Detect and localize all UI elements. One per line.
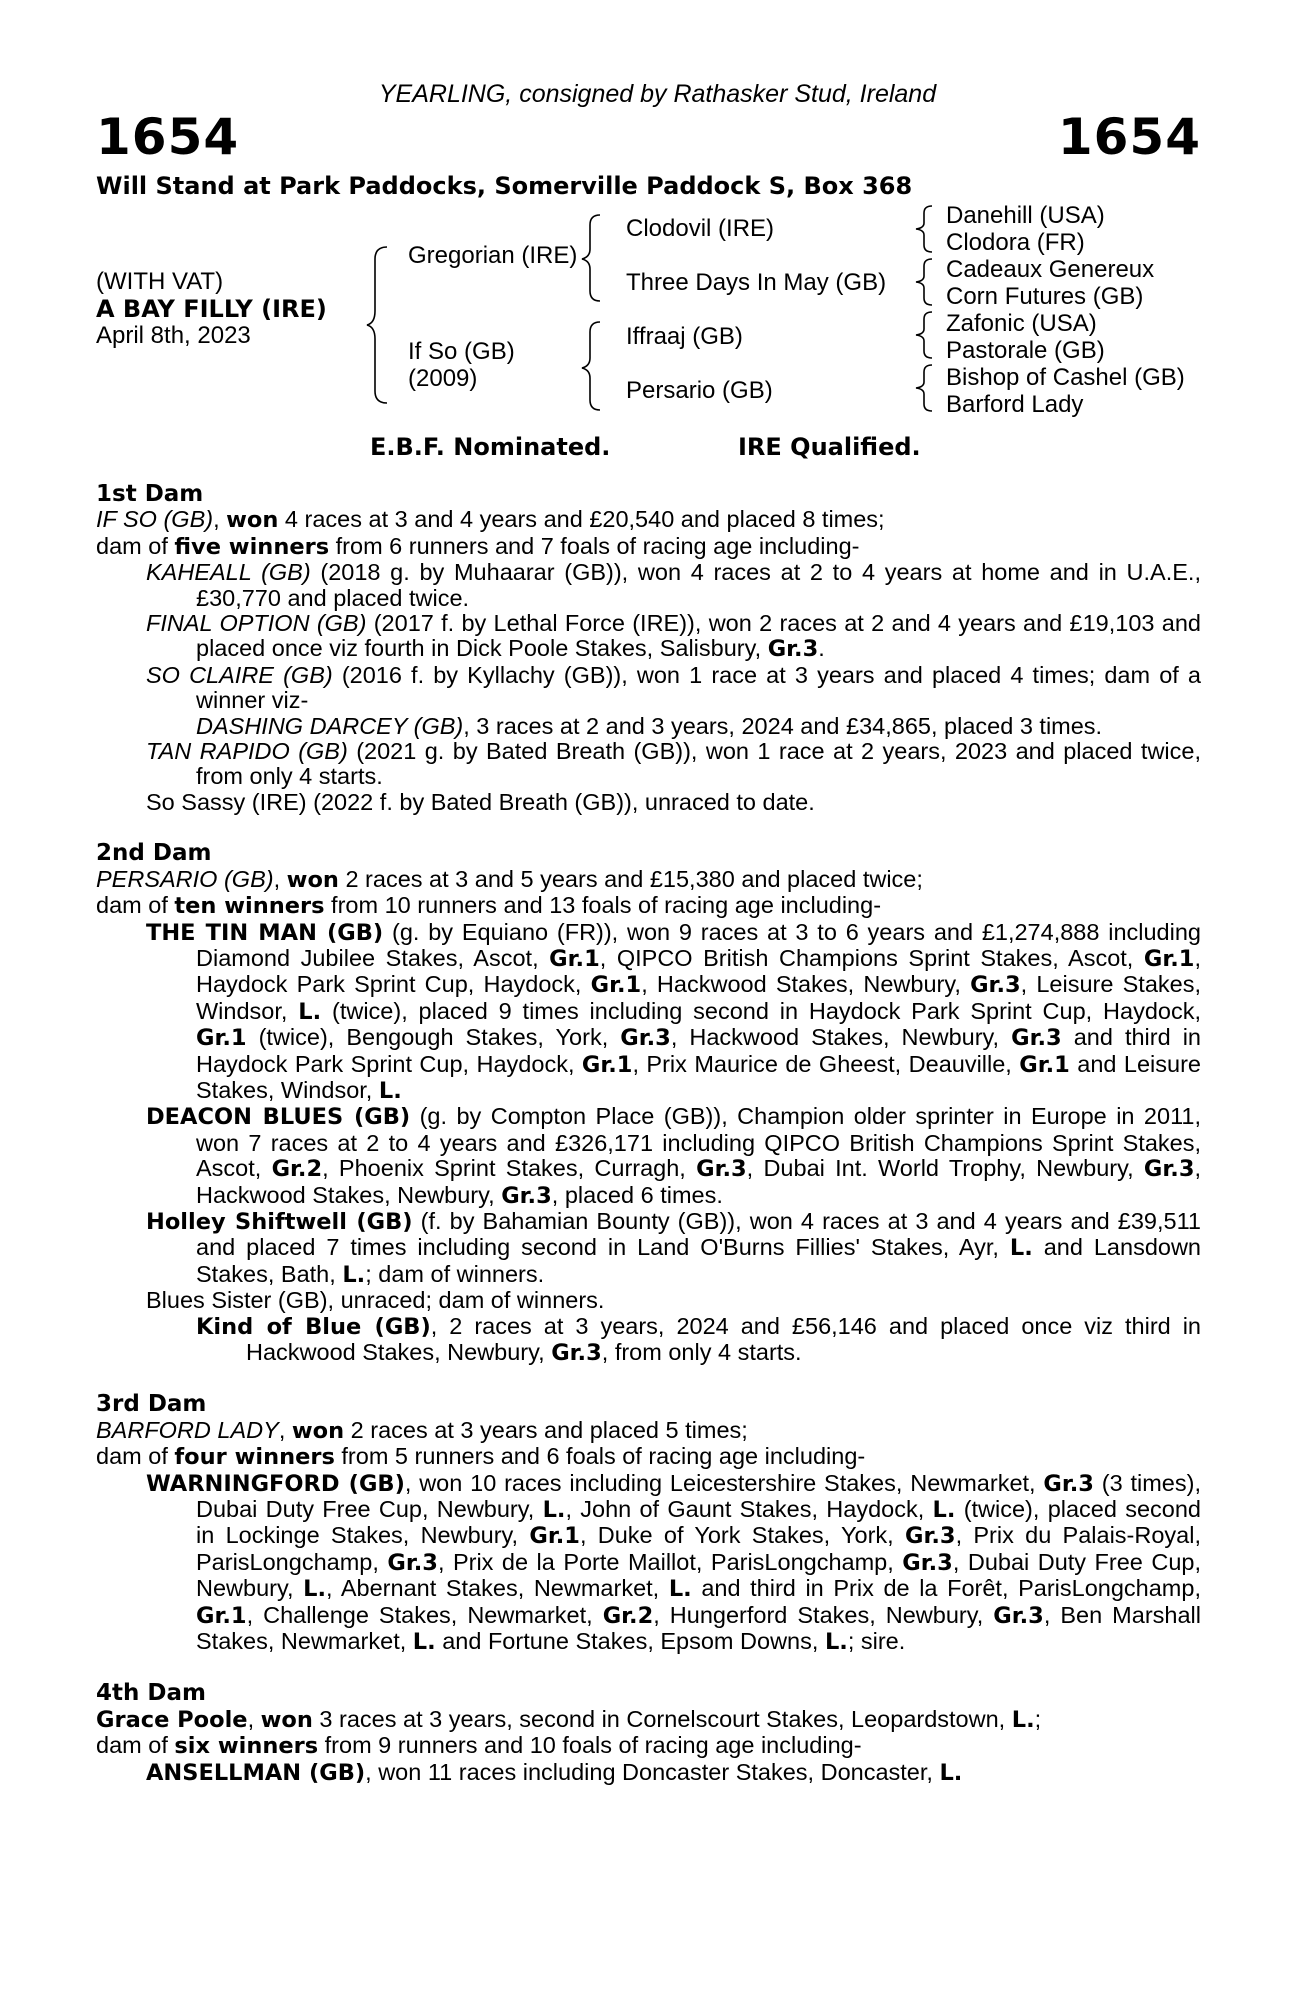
produce-entry: TAN RAPIDO (GB) (2021 g. by Bated Breath (GB)), won 1 race at 2 years, 2023 and placed twice, from only 4 starts. [146, 738, 1201, 790]
pedigree-brace-generation-1 [365, 245, 395, 405]
pedigree-brace-sd [912, 257, 938, 307]
pedigree-dsd: Pastorale (GB) [946, 337, 1105, 364]
produce-entry: KAHEALL (GB) (2018 g. by Muhaarar (GB)), won 4 races at 2 to 4 years at home and in U.A.E., £30,770 and placed twice. [146, 559, 1201, 611]
first-dam-record-text: 4 races at 3 and 4 years and £20,540 and placed 8 times; [278, 506, 885, 533]
lot-number-left: 1654 [96, 108, 240, 166]
fourth-dam-heading: 4th Dam [96, 1680, 206, 1707]
produce-entry: FINAL OPTION (GB) (2017 f. by Lethal Force (IRE)), won 2 races at 2 and 4 years and £19,103 and placed once viz fourth in Dick Poole Stakes, Salisbury, Gr.3. [146, 610, 1201, 663]
pedigree-brace-dd [912, 363, 938, 413]
first-dam-record: IF SO (GB), won 4 races at 3 and 4 years and £20,540 and placed 8 times; [96, 506, 885, 534]
third-dam-record: BARFORD LADY, won 2 races at 3 years and placed 5 times; [96, 1416, 748, 1444]
first-dam-produce: dam of five winners from 6 runners and 7 foals of racing age including- [96, 532, 860, 560]
pedigree-sire-sire: Clodovil (IRE) [626, 215, 775, 242]
winners-count: five winners [174, 533, 330, 560]
second-dam-section [96, 841, 1201, 1366]
pedigree-dss: Zafonic (USA) [946, 310, 1097, 337]
stand-location: Will Stand at Park Paddocks, Somerville Paddock S, Box 368 [96, 172, 913, 200]
fourth-dam-section [96, 1681, 1201, 1786]
pedigree-ddd: Barford Lady [946, 391, 1084, 418]
pedigree-sire-dam: Three Days In May (GB) [626, 269, 887, 296]
consignment-line: YEARLING, consigned by Rathasker Stud, Ireland [378, 80, 937, 108]
produce-entry: ANSELLMAN (GB), won 11 races including Doncaster Stakes, Doncaster, L. [146, 1758, 963, 1786]
pedigree-sire: Gregorian (IRE) [408, 242, 578, 269]
pedigree-dam-sire: Iffraaj (GB) [626, 323, 743, 350]
pedigree-sss: Danehill (USA) [946, 202, 1105, 229]
third-dam-produce: dam of four winners from 5 runners and 6 foals of racing age including- [96, 1443, 866, 1471]
produce-entry: THE TIN MAN (GB) (g. by Equiano (FR)), won 9 races at 3 to 6 years and £1,274,888 including Diamond Jubilee Stakes, Ascot, Gr.1, QIPCO British Champions Sprint Stakes, Ascot, Gr.1, Haydock Park Sprint Cup, Haydock, Gr.1, Hackwood Stakes, Newbury, Gr.3, Leisure Stakes, Windsor, L. (twice), placed 9 times including second in Haydock Park Sprint Cup, Haydock, Gr.1 (twice), Bengough Stakes, York, Gr.3, Hackwood Stakes, Newbury, Gr.3 and third in Haydock Park Sprint Cup, Haydock, Gr.1, Prix Maurice de Gheest, Deauville, Gr.1 and Leisure Stakes, Windsor, L. [146, 918, 1201, 1104]
ebf-nominated: E.B.F. Nominated. [370, 433, 611, 461]
foaling-date: April 8th, 2023 [96, 322, 251, 349]
catalogue-body [96, 482, 1201, 1786]
pedigree-sdd: Corn Futures (GB) [946, 283, 1144, 310]
fourth-dam-produce: dam of six winners from 9 runners and 10 foals of racing age including- [96, 1732, 862, 1760]
pedigree-dam: If So (GB) [408, 338, 515, 365]
lot-number-right: 1654 [1057, 108, 1201, 166]
pedigree-dds: Bishop of Cashel (GB) [946, 364, 1185, 391]
produce-entry: Blues Sister (GB), unraced; dam of winners. [146, 1287, 605, 1314]
fourth-dam-record: Grace Poole, won 3 races at 3 years, second in Cornelscourt Stakes, Leopardstown, L.; [96, 1705, 1042, 1733]
pedigree-brace-ds [912, 310, 938, 360]
produce-entry: WARNINGFORD (GB), won 10 races including Leicestershire Stakes, Newmarket, Gr.3 (3 times), Dubai Duty Free Cup, Newbury, L., John of Gaunt Stakes, Haydock, L. (twice), placed second in Lockinge Stakes, Newbury, Gr.1, Duke of York Stakes, York, Gr.3, Prix du Palais-Royal, ParisLongchamp, Gr.3, Prix de la Porte Maillot, ParisLongchamp, Gr.3, Dubai Duty Free Cup, Newbury, L., Abernant Stakes, Newmarket, L. and third in Prix de la Forêt, ParisLongchamp, Gr.1, Challenge Stakes, Newmarket, Gr.2, Hungerford Stakes, Newbury, Gr.3, Ben Marshall Stakes, Newmarket, L. and Fortune Stakes, Epsom Downs, L.; sire. [146, 1469, 1201, 1656]
won-label: won [226, 507, 279, 534]
ire-qualified: IRE Qualified. [738, 433, 921, 461]
produce-entry: DASHING DARCEY (GB), 3 races at 2 and 3 years, 2024 and £34,865, placed 3 times. [196, 712, 1103, 739]
pedigree-dam-dam: Persario (GB) [626, 377, 773, 404]
lot-title: A BAY FILLY (IRE) [96, 295, 327, 323]
first-dam-heading: 1st Dam [96, 481, 204, 507]
pedigree-ssd: Clodora (FR) [946, 229, 1085, 256]
pedigree-brace-sire [578, 213, 608, 303]
third-dam-heading: 3rd Dam [96, 1391, 207, 1418]
produce-entry: So Sassy (IRE) (2022 f. by Bated Breath (GB)), unraced to date. [146, 788, 815, 815]
vat-note: (WITH VAT) [96, 268, 224, 295]
third-dam-section [96, 1392, 1201, 1655]
second-dam-produce: dam of ten winners from 10 runners and 13 foals of racing age including- [96, 892, 882, 920]
produce-entry: SO CLAIRE (GB) (2016 f. by Kyllachy (GB)), won 1 race at 3 years and placed 4 times; dam of a winner viz- [146, 661, 1201, 714]
produce-entry: Kind of Blue (GB), 2 races at 3 years, 2024 and £56,146 and placed once viz third in Hackwood Stakes, Newbury, Gr.3, from only 4 starts. [196, 1312, 1201, 1366]
pedigree-dam-year: (2009) [408, 365, 478, 392]
first-dam-name: IF SO (GB) [96, 506, 214, 533]
pedigree-brace-ss [912, 204, 938, 254]
produce-entry: DEACON BLUES (GB) (g. by Compton Place (GB)), Champion older sprinter in Europe in 2011, won 7 races at 2 to 4 years and £326,171 including QIPCO British Champions Sprint Stakes, Ascot, Gr.2, Phoenix Sprint Stakes, Curragh, Gr.3, Dubai Int. World Trophy, Newbury, Gr.3, Hackwood Stakes, Newbury, Gr.3, placed 6 times. [146, 1103, 1202, 1209]
second-dam-record: PERSARIO (GB), won 2 races at 3 and 5 years and £15,380 and placed twice; [96, 865, 923, 893]
produce-entry: Holley Shiftwell (GB) (f. by Bahamian Bounty (GB)), won 4 races at 3 and 4 years and £39,511 and placed 7 times including second in Land O'Burns Fillies' Stakes, Ayr, L. and Lansdown Stakes, Bath, L.; dam of winners. [146, 1207, 1202, 1288]
pedigree-brace-dam [578, 320, 608, 412]
pedigree-sds: Cadeaux Genereux [946, 256, 1155, 283]
second-dam-heading: 2nd Dam [96, 840, 212, 867]
first-dam-section [96, 482, 1201, 815]
